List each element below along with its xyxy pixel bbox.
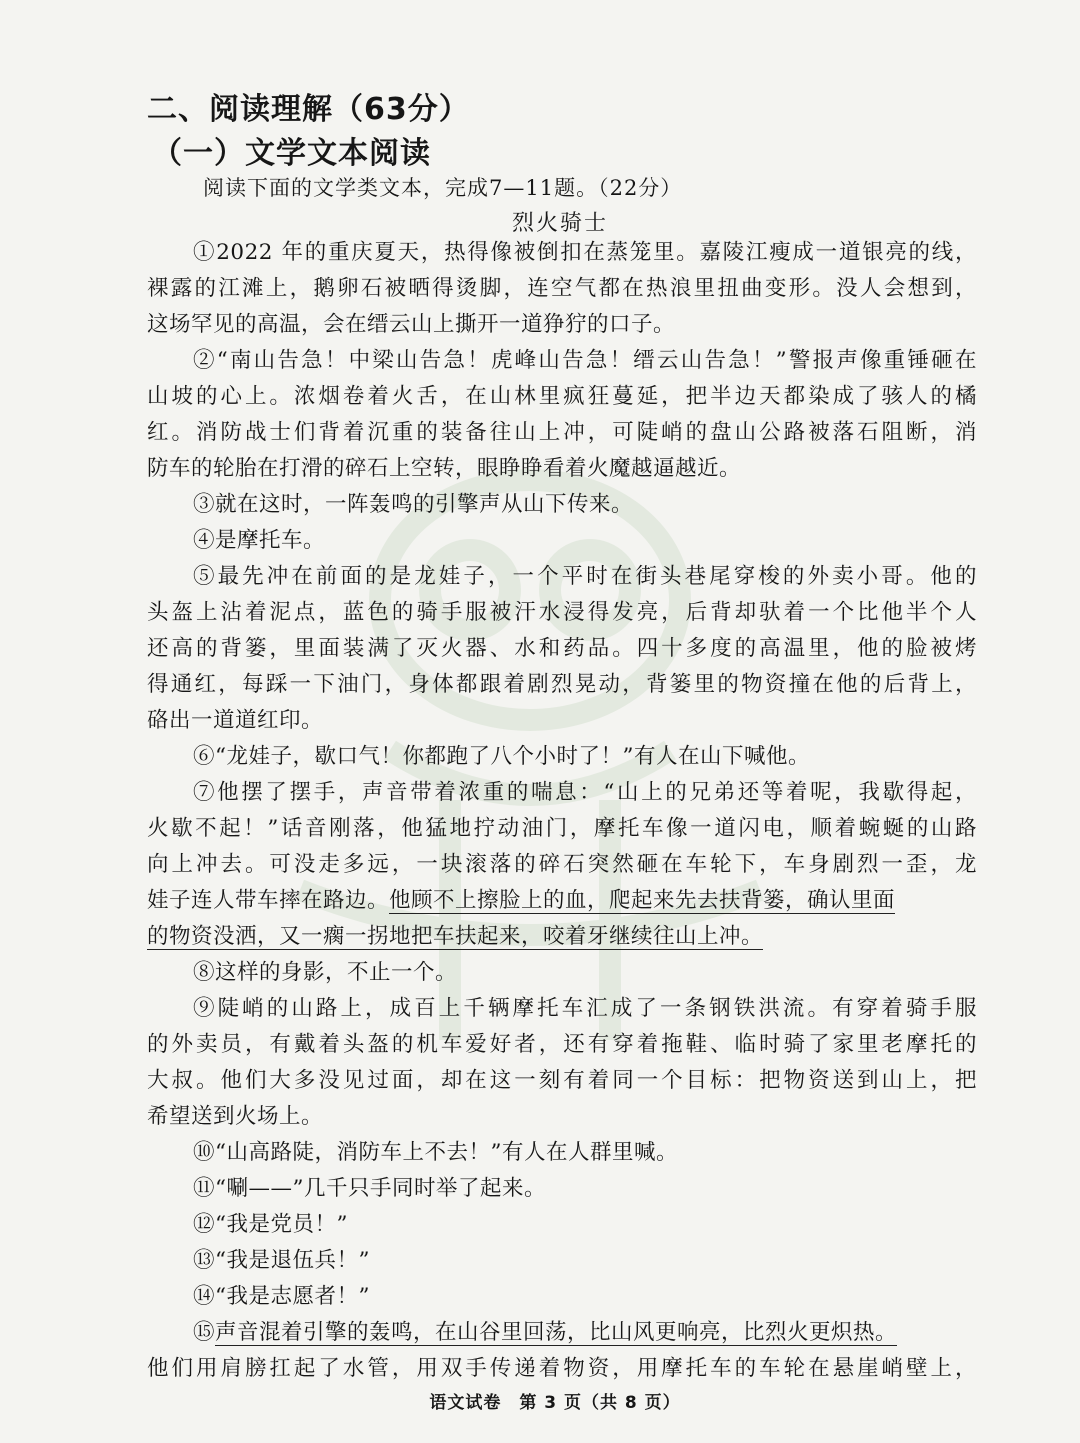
paragraph-line: 还高的背篓，里面装满了灭火器、水和药品。四十多度的高温里，他的脸被烤: [147, 636, 977, 661]
subsection-heading: （一）文学文本阅读: [152, 136, 431, 171]
paragraph-line: 防车的轮胎在打滑的碎石上空转，眼睁睁看着火魔越逼越近。: [147, 456, 742, 481]
page-footer: 语文试卷 第 3 页（共 8 页）: [429, 1393, 681, 1413]
paragraph-line-mixed: [147, 886, 977, 916]
paragraph-line: ①2022 年的重庆夏天，热得像被倒扣在蒸笼里。嘉陵江瘦成一道银亮的线，: [193, 240, 977, 265]
section-heading: 二、阅读理解（63分）: [147, 92, 470, 127]
paragraph-line-mixed: [193, 1318, 977, 1348]
paragraph-line: ④是摩托车。: [193, 528, 326, 553]
underlined-sentence: 声音混着引擎的轰鸣，在山谷里回荡，比山风更响亮，比烈火更炽热。: [215, 1320, 898, 1345]
paragraph-line: 希望送到火场上。: [147, 1104, 324, 1129]
paragraph-line: 红。消防战士们背着沉重的装备往山上冲，可陡峭的盘山公路被落石阻断，消: [147, 420, 977, 445]
paragraph-line: ⑧这样的身影，不止一个。: [193, 960, 458, 985]
paragraph-line: 山坡的心上。浓烟卷着火舌，在山林里疯狂蔓延，把半边天都染成了骇人的橘: [147, 384, 977, 409]
paragraph-number: ⑮: [193, 1320, 216, 1345]
paragraph-line: ③就在这时，一阵轰鸣的引擎声从山下传来。: [193, 492, 634, 517]
paragraph-line: ⑩“山高路陡，消防车上不去！”有人在人群里喊。: [193, 1140, 678, 1165]
paragraph-line: [147, 922, 977, 952]
paragraph-line: 的外卖员，有戴着头盔的机车爱好者，还有穿着拖鞋、临时骑了家里老摩托的: [147, 1032, 977, 1057]
paragraph-line: 这场罕见的高温，会在缙云山上撕开一道狰狞的口子。: [147, 312, 676, 337]
paragraph-line: 大叔。他们大多没见过面，却在这一刻有着同一个目标：把物资送到山上，把: [147, 1068, 977, 1093]
paragraph-line: ⑨陡峭的山路上，成百上千辆摩托车汇成了一条钢铁洪流。有穿着骑手服: [193, 996, 977, 1021]
paragraph-line: ⑪“唰——”几千只手同时举了起来。: [193, 1176, 546, 1201]
paragraph-line: 得通红，每踩一下油门，身体都跟着剧烈晃动，背篓里的物资撞在他的后背上，: [147, 672, 977, 697]
line-text: 娃子连人带车摔在路边。: [147, 888, 390, 913]
paragraph-line: 硌出一道道红印。: [147, 708, 324, 733]
paragraph-line: 火歇不起！”话音刚落，他猛地拧动油门，摩托车像一道闪电，顺着蜿蜒的山路: [147, 816, 977, 841]
underlined-sentence: 他顾不上擦脸上的血，爬起来先去扶背篓，确认里面: [389, 888, 896, 913]
paragraph-line: ⑤最先冲在前面的是龙娃子，一个平时在街头巷尾穿梭的外卖小哥。他的: [193, 564, 977, 589]
paragraph-line: 向上冲去。可没走多远，一块滚落的碎石突然砸在车轮下，车身剧烈一歪，龙: [147, 852, 977, 877]
paragraph-line: 裸露的江滩上，鹅卵石被晒得烫脚，连空气都在热浪里扭曲变形。没人会想到，: [147, 276, 977, 301]
underlined-sentence: 的物资没洒，又一瘸一拐地把车扶起来，咬着牙继续往山上冲。: [147, 924, 764, 949]
paragraph-line: ②“南山告急！中梁山告急！虎峰山告急！缙云山告急！”警报声像重锤砸在: [193, 348, 977, 373]
paragraph-line: ⑭“我是志愿者！”: [193, 1284, 370, 1309]
article-title: 烈火骑士: [511, 211, 608, 236]
paragraph-line: ⑬“我是退伍兵！”: [193, 1248, 370, 1273]
paragraph-line: ⑦他摆了摆手，声音带着浓重的喘息：“山上的兄弟还等着呢，我歇得起，: [193, 780, 977, 805]
paragraph-line: 他们用肩膀扛起了水管，用双手传递着物资，用摩托车的车轮在悬崖峭壁上，: [147, 1356, 977, 1381]
instruction-text: 阅读下面的文学类文本，完成7—11题。（22分）: [203, 176, 683, 200]
paragraph-line: 头盔上沾着泥点，蓝色的骑手服被汗水浸得发亮，后背却驮着一个比他半个人: [147, 600, 977, 625]
paragraph-line: ⑫“我是党员！”: [193, 1212, 348, 1237]
paragraph-line: ⑥“龙娃子，歇口气！你都跑了八个小时了！”有人在山下喊他。: [193, 744, 810, 769]
